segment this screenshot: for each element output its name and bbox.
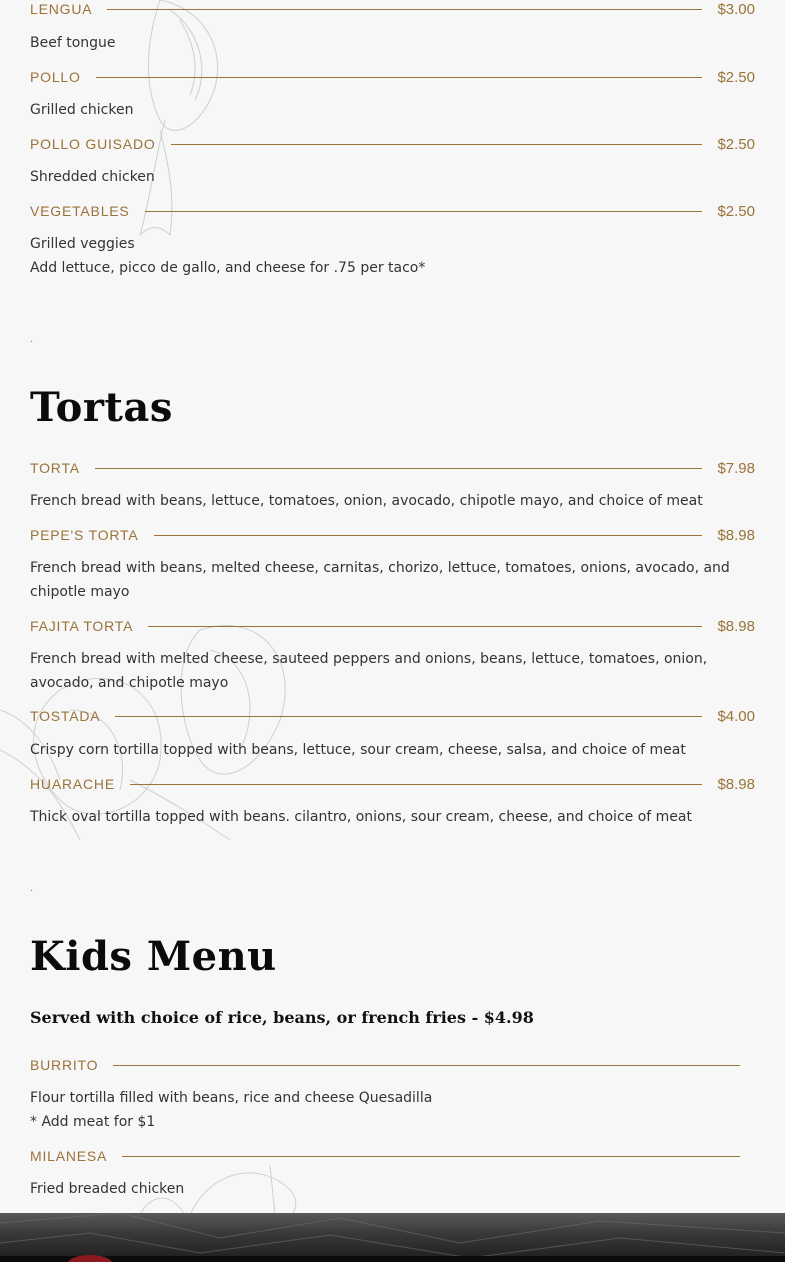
menu-item-pepes-torta — [30, 525, 755, 545]
item-leader-line — [113, 1065, 740, 1066]
item-price: $8.98 — [717, 526, 755, 544]
section-divider-dot: . — [30, 883, 34, 894]
menu-item-pollo — [30, 67, 755, 87]
menu-item-vegetables — [30, 201, 755, 221]
item-price: $8.98 — [717, 775, 755, 793]
item-description: Grilled chicken — [30, 102, 134, 118]
item-leader-line — [130, 784, 702, 785]
item-name: VEGETABLES — [30, 203, 130, 219]
item-description: Flour tortilla filled with beans, rice and cheese Quesadilla — [30, 1090, 433, 1106]
menu-item-lengua — [30, 0, 755, 19]
item-name: TORTA — [30, 460, 80, 476]
item-name: POLLO — [30, 69, 81, 85]
menu-item-milanesa — [30, 1146, 740, 1166]
item-leader-line — [122, 1156, 740, 1157]
section-divider-dot: . — [30, 334, 34, 345]
item-price: $2.50 — [717, 68, 755, 86]
item-description: French bread with beans, melted cheese, carnitas, chorizo, lettuce, tomatoes, onions, avocado, and chipotle mayo — [30, 560, 730, 600]
footer-texture — [0, 1213, 785, 1262]
item-price: $4.00 — [717, 707, 755, 725]
item-leader-line — [171, 144, 703, 145]
item-description: French bread with melted cheese, sauteed peppers and onions, beans, lettuce, tomatoes, onion, avocado, and chipotle mayo — [30, 651, 708, 691]
section-title-kids-menu: Kids Menu — [30, 933, 277, 980]
item-name: HUARACHE — [30, 776, 115, 792]
item-leader-line — [95, 468, 703, 469]
item-description: Fried breaded chicken — [30, 1181, 185, 1197]
menu-item-torta — [30, 458, 755, 478]
item-leader-line — [96, 77, 703, 78]
item-price: $3.00 — [717, 0, 755, 18]
item-leader-line — [148, 626, 702, 627]
item-price: $8.98 — [717, 617, 755, 635]
item-description: Crispy corn tortilla topped with beans, lettuce, sour cream, cheese, salsa, and choice of meat — [30, 742, 686, 758]
kids-menu-subtitle: Served with choice of rice, beans, or french fries - $4.98 — [30, 1008, 534, 1027]
item-price: $2.50 — [717, 202, 755, 220]
item-leader-line — [115, 716, 702, 717]
item-name: MILANESA — [30, 1148, 108, 1164]
item-description: Beef tongue — [30, 35, 116, 51]
item-name: POLLO GUISADO — [30, 136, 156, 152]
item-price: $7.98 — [717, 459, 755, 477]
menu-item-huarache — [30, 774, 755, 794]
item-leader-line — [107, 9, 702, 10]
menu-item-fajita-torta — [30, 616, 755, 636]
menu-item-tostada — [30, 706, 755, 726]
item-leader-line — [145, 211, 703, 212]
menu-item-burrito — [30, 1055, 740, 1075]
item-description: Shredded chicken — [30, 169, 155, 185]
item-description: Grilled veggies — [30, 236, 135, 252]
item-description: French bread with beans, lettuce, tomatoes, onion, avocado, chipotle mayo, and choice of meat — [30, 493, 703, 509]
item-leader-line — [154, 535, 703, 536]
item-name: FAJITA TORTA — [30, 618, 134, 634]
item-name: BURRITO — [30, 1057, 99, 1073]
section-title-tortas: Tortas — [30, 384, 173, 431]
menu-item-pollo-guisado — [30, 134, 755, 154]
item-name: PEPE'S TORTA — [30, 527, 139, 543]
item-name: LENGUA — [30, 1, 93, 17]
item-price: $2.50 — [717, 135, 755, 153]
item-description-note: * Add meat for $1 — [30, 1114, 156, 1130]
item-description: Thick oval tortilla topped with beans. cilantro, onions, sour cream, cheese, and choice of meat — [30, 809, 692, 825]
footer-photo-banner — [0, 1213, 785, 1262]
item-name: TOSTADA — [30, 708, 101, 724]
tacos-note: Add lettuce, picco de gallo, and cheese for .75 per taco* — [30, 260, 426, 276]
